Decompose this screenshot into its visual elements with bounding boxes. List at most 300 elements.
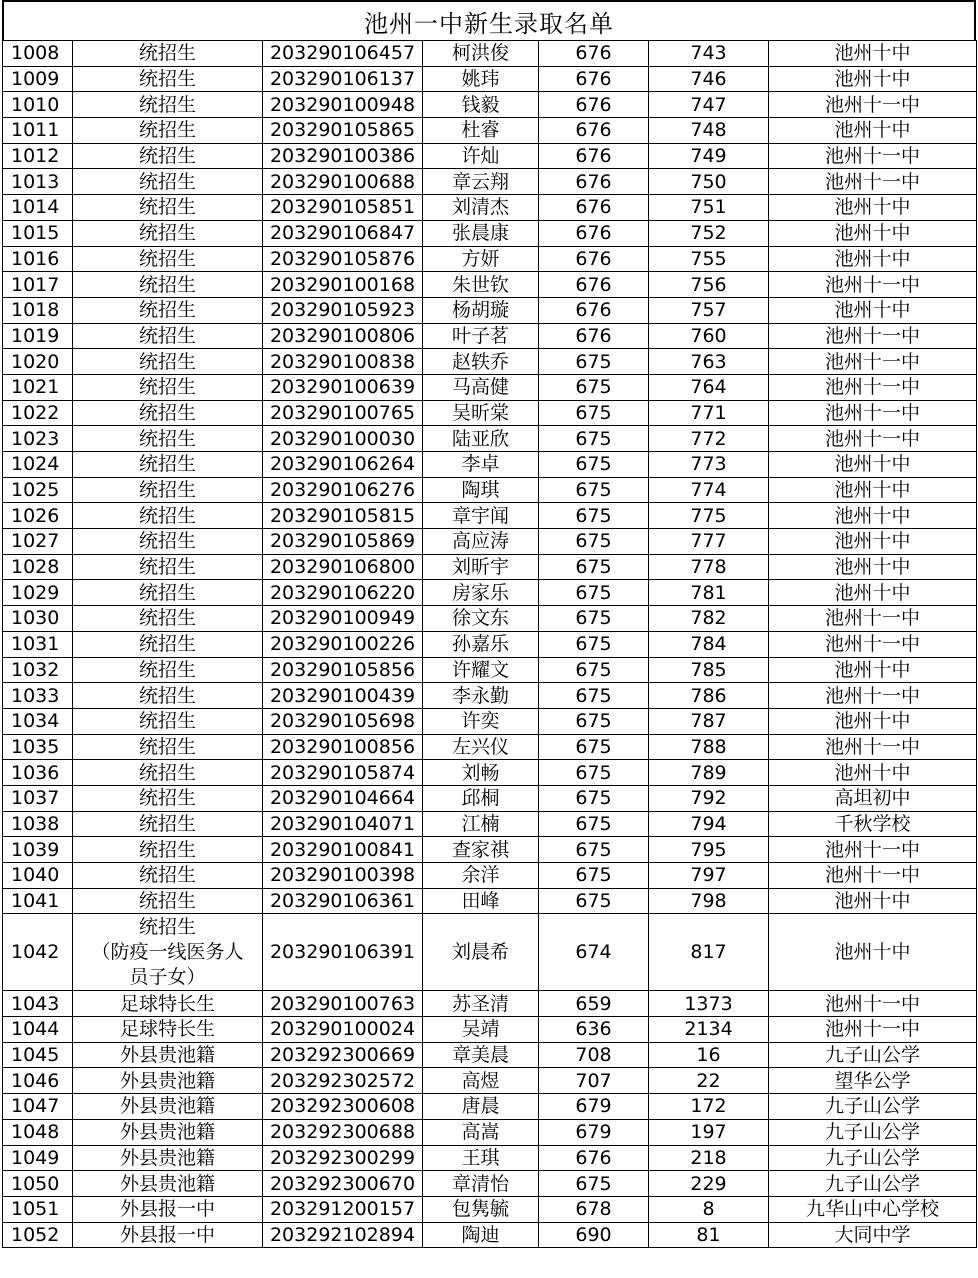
cell-school: 池州十一中	[769, 143, 977, 169]
cell-exam-id: 203292300670	[263, 1171, 423, 1197]
cell-student-name: 张晨康	[423, 220, 539, 246]
category-line: 统招生	[138, 658, 196, 681]
cell-rank: 81	[649, 1222, 769, 1248]
category-line: 统招生	[138, 68, 196, 91]
cell-rank: 752	[649, 220, 769, 246]
cell-category	[73, 1196, 263, 1222]
table-row	[3, 297, 977, 323]
cell-rank: 22	[649, 1068, 769, 1094]
cell-rank: 763	[649, 349, 769, 375]
cell-score: 675	[539, 708, 649, 734]
cell-rank: 764	[649, 374, 769, 400]
category-line: 统招生	[138, 787, 196, 810]
cell-score: 679	[539, 1119, 649, 1145]
cell-rank: 747	[649, 92, 769, 118]
cell-category	[73, 683, 263, 709]
cell-school: 千秋学校	[769, 811, 977, 837]
category-line: 外县贵池籍	[119, 1121, 215, 1144]
cell-rank: 782	[649, 606, 769, 632]
cell-school: 池州十一中	[769, 837, 977, 863]
cell-rank: 751	[649, 195, 769, 221]
cell-score: 676	[539, 220, 649, 246]
cell-category	[73, 297, 263, 323]
cell-rank: 760	[649, 323, 769, 349]
category-line: 统招生	[138, 761, 196, 784]
cell-student-name: 田峰	[423, 888, 539, 914]
cell-exam-id: 203290106391	[263, 914, 423, 991]
category-line: 外县报一中	[119, 1223, 215, 1246]
cell-student-name: 刘昕宇	[423, 554, 539, 580]
category-line: 统招生	[138, 453, 196, 476]
cell-category	[73, 837, 263, 863]
cell-category	[73, 143, 263, 169]
cell-school: 九子山公学	[769, 1145, 977, 1171]
cell-student-name: 杜睿	[423, 118, 539, 144]
cell-rank: 777	[649, 529, 769, 555]
cell-school: 池州十一中	[769, 683, 977, 709]
cell-exam-id: 203290100688	[263, 169, 423, 195]
cell-category	[73, 118, 263, 144]
category-line: 统招生	[138, 684, 196, 707]
table-row	[3, 143, 977, 169]
cell-category	[73, 811, 263, 837]
category-line: 员子女）	[129, 965, 206, 988]
cell-student-name: 陶迪	[423, 1222, 539, 1248]
cell-school: 池州十中	[769, 118, 977, 144]
category-line: 外县贵池籍	[119, 1146, 215, 1169]
category-line: 统招生	[138, 42, 196, 65]
cell-school: 池州十一中	[769, 349, 977, 375]
cell-rank: 748	[649, 118, 769, 144]
cell-student-name: 赵轶乔	[423, 349, 539, 375]
table-row	[3, 1017, 977, 1043]
cell-score: 675	[539, 452, 649, 478]
cell-seq: 1011	[3, 118, 73, 144]
category-line: 统招生	[138, 504, 196, 527]
table-row	[3, 452, 977, 478]
cell-school: 高坦初中	[769, 785, 977, 811]
cell-student-name: 姚玮	[423, 66, 539, 92]
category-line: 统招生	[138, 530, 196, 553]
category-line: （防疫一线医务人	[91, 940, 244, 963]
table-row	[3, 991, 977, 1017]
cell-exam-id: 203290106361	[263, 888, 423, 914]
cell-score: 707	[539, 1068, 649, 1094]
cell-rank: 8	[649, 1196, 769, 1222]
cell-student-name: 李卓	[423, 452, 539, 478]
category-line: 统招生	[138, 324, 196, 347]
cell-seq: 1020	[3, 349, 73, 375]
cell-exam-id: 203290104664	[263, 785, 423, 811]
cell-exam-id: 203290106264	[263, 452, 423, 478]
category-line: 统招生	[138, 864, 196, 887]
cell-seq: 1044	[3, 1017, 73, 1043]
cell-seq: 1024	[3, 452, 73, 478]
cell-school: 池州十中	[769, 41, 977, 67]
table-row	[3, 220, 977, 246]
cell-category	[73, 1068, 263, 1094]
cell-category	[73, 1094, 263, 1120]
cell-score: 708	[539, 1042, 649, 1068]
cell-category	[73, 349, 263, 375]
cell-category	[73, 195, 263, 221]
cell-rank: 749	[649, 143, 769, 169]
cell-score: 674	[539, 914, 649, 991]
cell-school: 大同中学	[769, 1222, 977, 1248]
cell-rank: 797	[649, 863, 769, 889]
cell-school: 池州十一中	[769, 734, 977, 760]
cell-student-name: 陆亚欣	[423, 426, 539, 452]
cell-category	[73, 888, 263, 914]
category-line: 统招生	[138, 915, 196, 938]
cell-category	[73, 66, 263, 92]
cell-rank: 774	[649, 477, 769, 503]
cell-rank: 757	[649, 297, 769, 323]
cell-rank: 784	[649, 631, 769, 657]
cell-rank: 787	[649, 708, 769, 734]
category-line: 外县贵池籍	[119, 1095, 215, 1118]
cell-score: 675	[539, 683, 649, 709]
table-row	[3, 272, 977, 298]
cell-category	[73, 477, 263, 503]
cell-exam-id: 203290105815	[263, 503, 423, 529]
cell-student-name: 徐文东	[423, 606, 539, 632]
cell-exam-id: 203290105865	[263, 118, 423, 144]
cell-student-name: 章宇闻	[423, 503, 539, 529]
cell-score: 679	[539, 1094, 649, 1120]
cell-exam-id: 203292300669	[263, 1042, 423, 1068]
cell-category	[73, 1171, 263, 1197]
cell-category	[73, 503, 263, 529]
cell-category	[73, 272, 263, 298]
cell-score: 659	[539, 991, 649, 1017]
cell-school: 池州十中	[769, 529, 977, 555]
cell-category	[73, 169, 263, 195]
cell-student-name: 刘畅	[423, 760, 539, 786]
cell-category	[73, 323, 263, 349]
cell-school: 池州十中	[769, 503, 977, 529]
cell-rank: 229	[649, 1171, 769, 1197]
cell-exam-id: 203290100856	[263, 734, 423, 760]
cell-score: 676	[539, 1145, 649, 1171]
cell-rank: 755	[649, 246, 769, 272]
cell-student-name: 钱毅	[423, 92, 539, 118]
cell-score: 675	[539, 606, 649, 632]
cell-exam-id: 203290106457	[263, 41, 423, 67]
cell-school: 池州十一中	[769, 631, 977, 657]
cell-category	[73, 1017, 263, 1043]
cell-student-name: 吴靖	[423, 1017, 539, 1043]
category-line: 统招生	[138, 299, 196, 322]
cell-student-name: 杨胡璇	[423, 297, 539, 323]
cell-seq: 1036	[3, 760, 73, 786]
cell-seq: 1008	[3, 41, 73, 67]
cell-rank: 786	[649, 683, 769, 709]
category-line: 统招生	[138, 350, 196, 373]
cell-category	[73, 991, 263, 1017]
cell-school: 池州十中	[769, 657, 977, 683]
table-row	[3, 914, 977, 991]
table-row	[3, 400, 977, 426]
cell-exam-id: 203290100806	[263, 323, 423, 349]
table-row	[3, 349, 977, 375]
cell-rank: 16	[649, 1042, 769, 1068]
cell-exam-id: 203290100949	[263, 606, 423, 632]
cell-category	[73, 554, 263, 580]
cell-student-name: 柯洪俊	[423, 41, 539, 67]
cell-score: 676	[539, 66, 649, 92]
cell-exam-id: 203292300608	[263, 1094, 423, 1120]
cell-seq: 1030	[3, 606, 73, 632]
cell-school: 池州十一中	[769, 323, 977, 349]
cell-school: 池州十中	[769, 708, 977, 734]
cell-score: 676	[539, 92, 649, 118]
cell-score: 675	[539, 837, 649, 863]
table-row	[3, 323, 977, 349]
cell-student-name: 吴昕棠	[423, 400, 539, 426]
category-line: 统招生	[138, 247, 196, 270]
cell-category	[73, 452, 263, 478]
category-line: 足球特长生	[119, 992, 215, 1015]
cell-exam-id: 203290106137	[263, 66, 423, 92]
cell-category	[73, 708, 263, 734]
cell-exam-id: 203290100439	[263, 683, 423, 709]
cell-score: 675	[539, 1171, 649, 1197]
cell-score: 636	[539, 1017, 649, 1043]
cell-school: 九子山公学	[769, 1171, 977, 1197]
cell-exam-id: 203290106276	[263, 477, 423, 503]
cell-student-name: 许灿	[423, 143, 539, 169]
cell-seq: 1023	[3, 426, 73, 452]
cell-seq: 1025	[3, 477, 73, 503]
cell-school: 池州十一中	[769, 991, 977, 1017]
cell-rank: 795	[649, 837, 769, 863]
cell-seq: 1043	[3, 991, 73, 1017]
cell-score: 675	[539, 863, 649, 889]
table-row	[3, 554, 977, 580]
cell-category	[73, 1119, 263, 1145]
cell-school: 池州十中	[769, 246, 977, 272]
cell-student-name: 刘晨希	[423, 914, 539, 991]
cell-exam-id: 203290100386	[263, 143, 423, 169]
category-line: 统招生	[138, 556, 196, 579]
cell-exam-id: 203292102894	[263, 1222, 423, 1248]
cell-score: 676	[539, 169, 649, 195]
cell-rank: 772	[649, 426, 769, 452]
cell-exam-id: 203290105923	[263, 297, 423, 323]
cell-student-name: 章云翔	[423, 169, 539, 195]
table-row	[3, 246, 977, 272]
cell-score: 675	[539, 657, 649, 683]
cell-student-name: 江楠	[423, 811, 539, 837]
cell-student-name: 余洋	[423, 863, 539, 889]
cell-exam-id: 203290100168	[263, 272, 423, 298]
category-line: 外县贵池籍	[119, 1069, 215, 1092]
cell-student-name: 方妍	[423, 246, 539, 272]
cell-school: 池州十中	[769, 760, 977, 786]
cell-rank: 789	[649, 760, 769, 786]
cell-rank: 743	[649, 41, 769, 67]
cell-school: 九子山公学	[769, 1119, 977, 1145]
cell-seq: 1012	[3, 143, 73, 169]
cell-score: 675	[539, 760, 649, 786]
cell-seq: 1027	[3, 529, 73, 555]
category-line: 统招生	[138, 607, 196, 630]
cell-seq: 1010	[3, 92, 73, 118]
category-line: 统招生	[138, 196, 196, 219]
cell-score: 675	[539, 374, 649, 400]
sheet-title: 池州一中新生录取名单	[2, 0, 976, 40]
cell-category	[73, 785, 263, 811]
cell-exam-id: 203290105856	[263, 657, 423, 683]
cell-score: 690	[539, 1222, 649, 1248]
cell-exam-id: 203290105874	[263, 760, 423, 786]
cell-exam-id: 203290105869	[263, 529, 423, 555]
cell-category	[73, 580, 263, 606]
cell-student-name: 王琪	[423, 1145, 539, 1171]
cell-category	[73, 734, 263, 760]
cell-score: 676	[539, 118, 649, 144]
cell-exam-id: 203291200157	[263, 1196, 423, 1222]
cell-school: 池州十一中	[769, 272, 977, 298]
cell-student-name: 包隽毓	[423, 1196, 539, 1222]
cell-rank: 785	[649, 657, 769, 683]
cell-rank: 778	[649, 554, 769, 580]
table-row	[3, 708, 977, 734]
cell-exam-id: 203290100024	[263, 1017, 423, 1043]
table-row	[3, 503, 977, 529]
table-row	[3, 760, 977, 786]
table-row	[3, 477, 977, 503]
cell-school: 池州十一中	[769, 606, 977, 632]
cell-school: 池州十中	[769, 220, 977, 246]
cell-score: 676	[539, 41, 649, 67]
cell-school: 九华山中心学校	[769, 1196, 977, 1222]
cell-category	[73, 400, 263, 426]
cell-exam-id: 203290106847	[263, 220, 423, 246]
category-line: 统招生	[138, 376, 196, 399]
cell-seq: 1040	[3, 863, 73, 889]
cell-school: 九子山公学	[769, 1094, 977, 1120]
cell-school: 池州十一中	[769, 400, 977, 426]
cell-seq: 1016	[3, 246, 73, 272]
cell-exam-id: 203290105698	[263, 708, 423, 734]
cell-score: 675	[539, 554, 649, 580]
cell-score: 675	[539, 400, 649, 426]
cell-student-name: 高应涛	[423, 529, 539, 555]
table-row	[3, 631, 977, 657]
category-line: 统招生	[138, 401, 196, 424]
cell-score: 676	[539, 272, 649, 298]
cell-student-name: 许耀文	[423, 657, 539, 683]
cell-rank: 1373	[649, 991, 769, 1017]
cell-student-name: 高嵩	[423, 1119, 539, 1145]
cell-seq: 1022	[3, 400, 73, 426]
cell-seq: 1018	[3, 297, 73, 323]
cell-rank: 792	[649, 785, 769, 811]
cell-exam-id: 203290105851	[263, 195, 423, 221]
cell-exam-id: 203290100841	[263, 837, 423, 863]
cell-rank: 788	[649, 734, 769, 760]
cell-category	[73, 760, 263, 786]
table-row	[3, 1145, 977, 1171]
admission-sheet	[2, 0, 976, 1248]
cell-seq: 1014	[3, 195, 73, 221]
table-row	[3, 426, 977, 452]
cell-seq: 1047	[3, 1094, 73, 1120]
cell-school: 望华公学	[769, 1068, 977, 1094]
cell-score: 676	[539, 195, 649, 221]
cell-seq: 1042	[3, 914, 73, 991]
cell-exam-id: 203292302572	[263, 1068, 423, 1094]
table-row	[3, 1196, 977, 1222]
cell-score: 675	[539, 349, 649, 375]
cell-score: 675	[539, 888, 649, 914]
category-line: 统招生	[138, 633, 196, 656]
cell-student-name: 陶琪	[423, 477, 539, 503]
cell-student-name: 高煜	[423, 1068, 539, 1094]
cell-exam-id: 203290104071	[263, 811, 423, 837]
cell-seq: 1050	[3, 1171, 73, 1197]
cell-seq: 1046	[3, 1068, 73, 1094]
cell-student-name: 章清怡	[423, 1171, 539, 1197]
table-row	[3, 66, 977, 92]
cell-exam-id: 203290105876	[263, 246, 423, 272]
cell-student-name: 唐晨	[423, 1094, 539, 1120]
cell-rank: 781	[649, 580, 769, 606]
cell-score: 675	[539, 426, 649, 452]
cell-score: 675	[539, 580, 649, 606]
cell-rank: 771	[649, 400, 769, 426]
category-line: 统招生	[138, 119, 196, 142]
category-line: 统招生	[138, 890, 196, 913]
cell-exam-id: 203290100226	[263, 631, 423, 657]
cell-seq: 1052	[3, 1222, 73, 1248]
cell-school: 池州十中	[769, 195, 977, 221]
table-row	[3, 863, 977, 889]
cell-rank: 218	[649, 1145, 769, 1171]
cell-seq: 1009	[3, 66, 73, 92]
cell-score: 675	[539, 785, 649, 811]
cell-category	[73, 41, 263, 67]
cell-student-name: 邱桐	[423, 785, 539, 811]
cell-category	[73, 606, 263, 632]
category-line: 统招生	[138, 170, 196, 193]
cell-rank: 2134	[649, 1017, 769, 1043]
cell-school: 池州十中	[769, 580, 977, 606]
cell-school: 池州十一中	[769, 426, 977, 452]
cell-school: 池州十中	[769, 888, 977, 914]
cell-category	[73, 529, 263, 555]
cell-seq: 1034	[3, 708, 73, 734]
table-row	[3, 580, 977, 606]
cell-seq: 1041	[3, 888, 73, 914]
table-row	[3, 683, 977, 709]
category-line: 统招生	[138, 479, 196, 502]
cell-rank: 172	[649, 1094, 769, 1120]
admission-table-body	[3, 41, 977, 1248]
cell-seq: 1039	[3, 837, 73, 863]
cell-rank: 750	[649, 169, 769, 195]
cell-rank: 756	[649, 272, 769, 298]
table-row	[3, 529, 977, 555]
table-row	[3, 1222, 977, 1248]
cell-student-name: 叶子茗	[423, 323, 539, 349]
cell-student-name: 房家乐	[423, 580, 539, 606]
category-line: 足球特长生	[119, 1018, 215, 1041]
cell-seq: 1028	[3, 554, 73, 580]
category-line: 统招生	[138, 710, 196, 733]
